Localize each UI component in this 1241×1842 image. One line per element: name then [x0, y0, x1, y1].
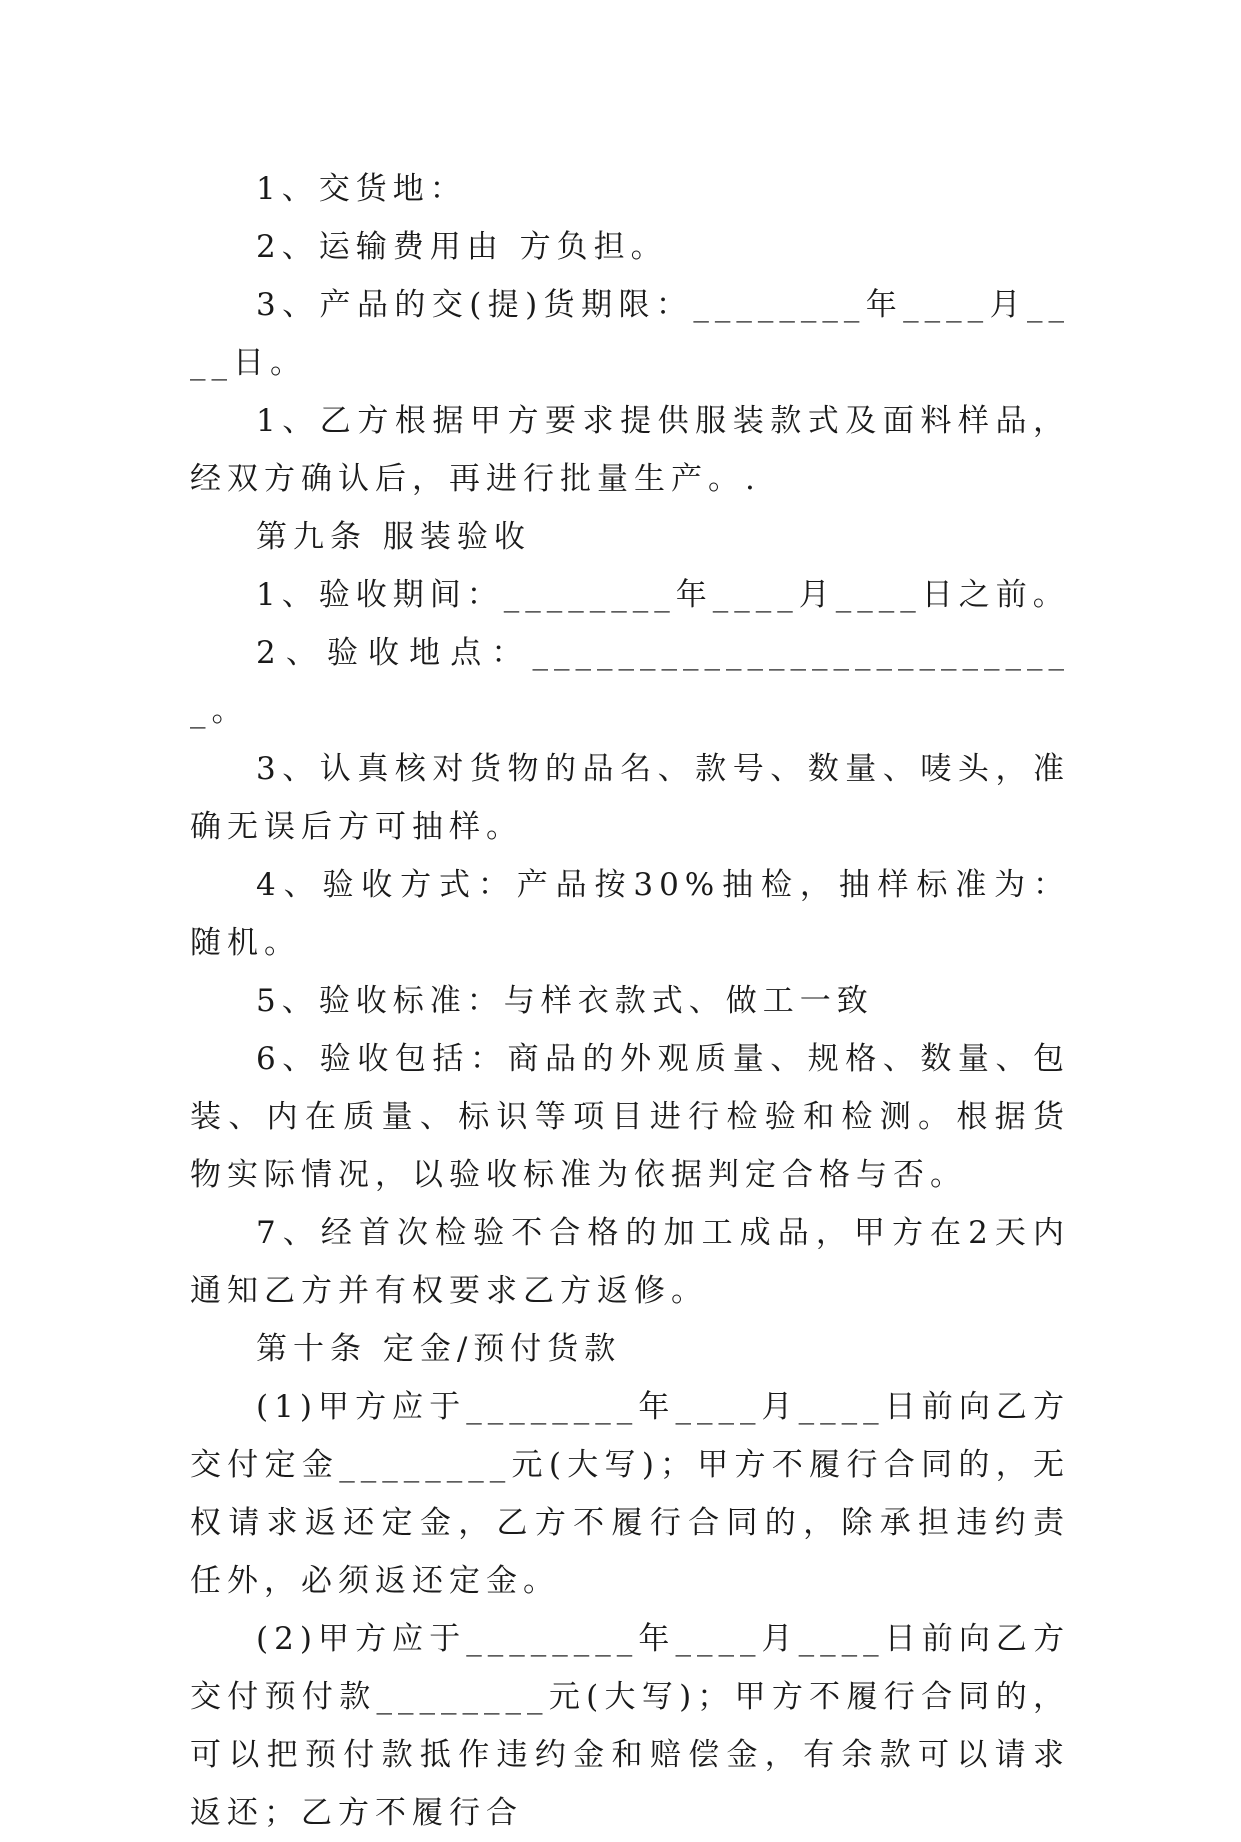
clause-inspection-place: 2、验收地点：__________________________。: [190, 635, 1070, 729]
clause-sample-confirmation: 1、乙方根据甲方要求提供服装款式及面料样品，经双方确认后，再进行批量生产。.: [190, 403, 1070, 497]
clause-advance-payment: (2)甲方应于________年____月____日前向乙方交付预付款________元(大写)；甲方不履行合同的，可以把预付款抵作违约金和赔偿金，有余款可以请求返还；乙方不履行合: [190, 1621, 1070, 1831]
document-body: [190, 160, 1070, 1842]
clause-delivery-place: 1、交货地：: [256, 171, 467, 207]
clause-transport-cost: 2、运输费用由 方负担。: [256, 229, 668, 265]
clause-deposit: (1)甲方应于________年____月____日前向乙方交付定金________元(大写)；甲方不履行合同的，无权请求返还定金，乙方不履行合同的，除承担违约责任外，必须返还定金。: [190, 1389, 1070, 1599]
clause-inspection-standard: 5、验收标准：与样衣款式、做工一致: [256, 983, 874, 1019]
clause-inspection-method: 4、验收方式：产品按30%抽检，抽样标准为：随机。: [190, 867, 1070, 961]
clause-verify-goods: 3、认真核对货物的品名、款号、数量、唛头，准确无误后方可抽样。: [190, 751, 1070, 845]
article-10-heading: 第十条 定金/预付货款: [256, 1331, 622, 1367]
clause-inspection-scope: 6、验收包括：商品的外观质量、规格、数量、包装、内在质量、标识等项目进行检验和检测。根据货物实际情况，以验收标准为依据判定合格与否。: [190, 1041, 1070, 1193]
clause-inspection-period: 1、验收期间：________年____月____日之前。: [256, 577, 1070, 613]
clause-delivery-deadline: 3、产品的交(提)货期限：________年____月____日。: [190, 287, 1070, 381]
clause-rework: 7、经首次检验不合格的加工成品，甲方在2天内通知乙方并有权要求乙方返修。: [190, 1215, 1070, 1309]
article-9-heading: 第九条 服装验收: [256, 519, 531, 555]
